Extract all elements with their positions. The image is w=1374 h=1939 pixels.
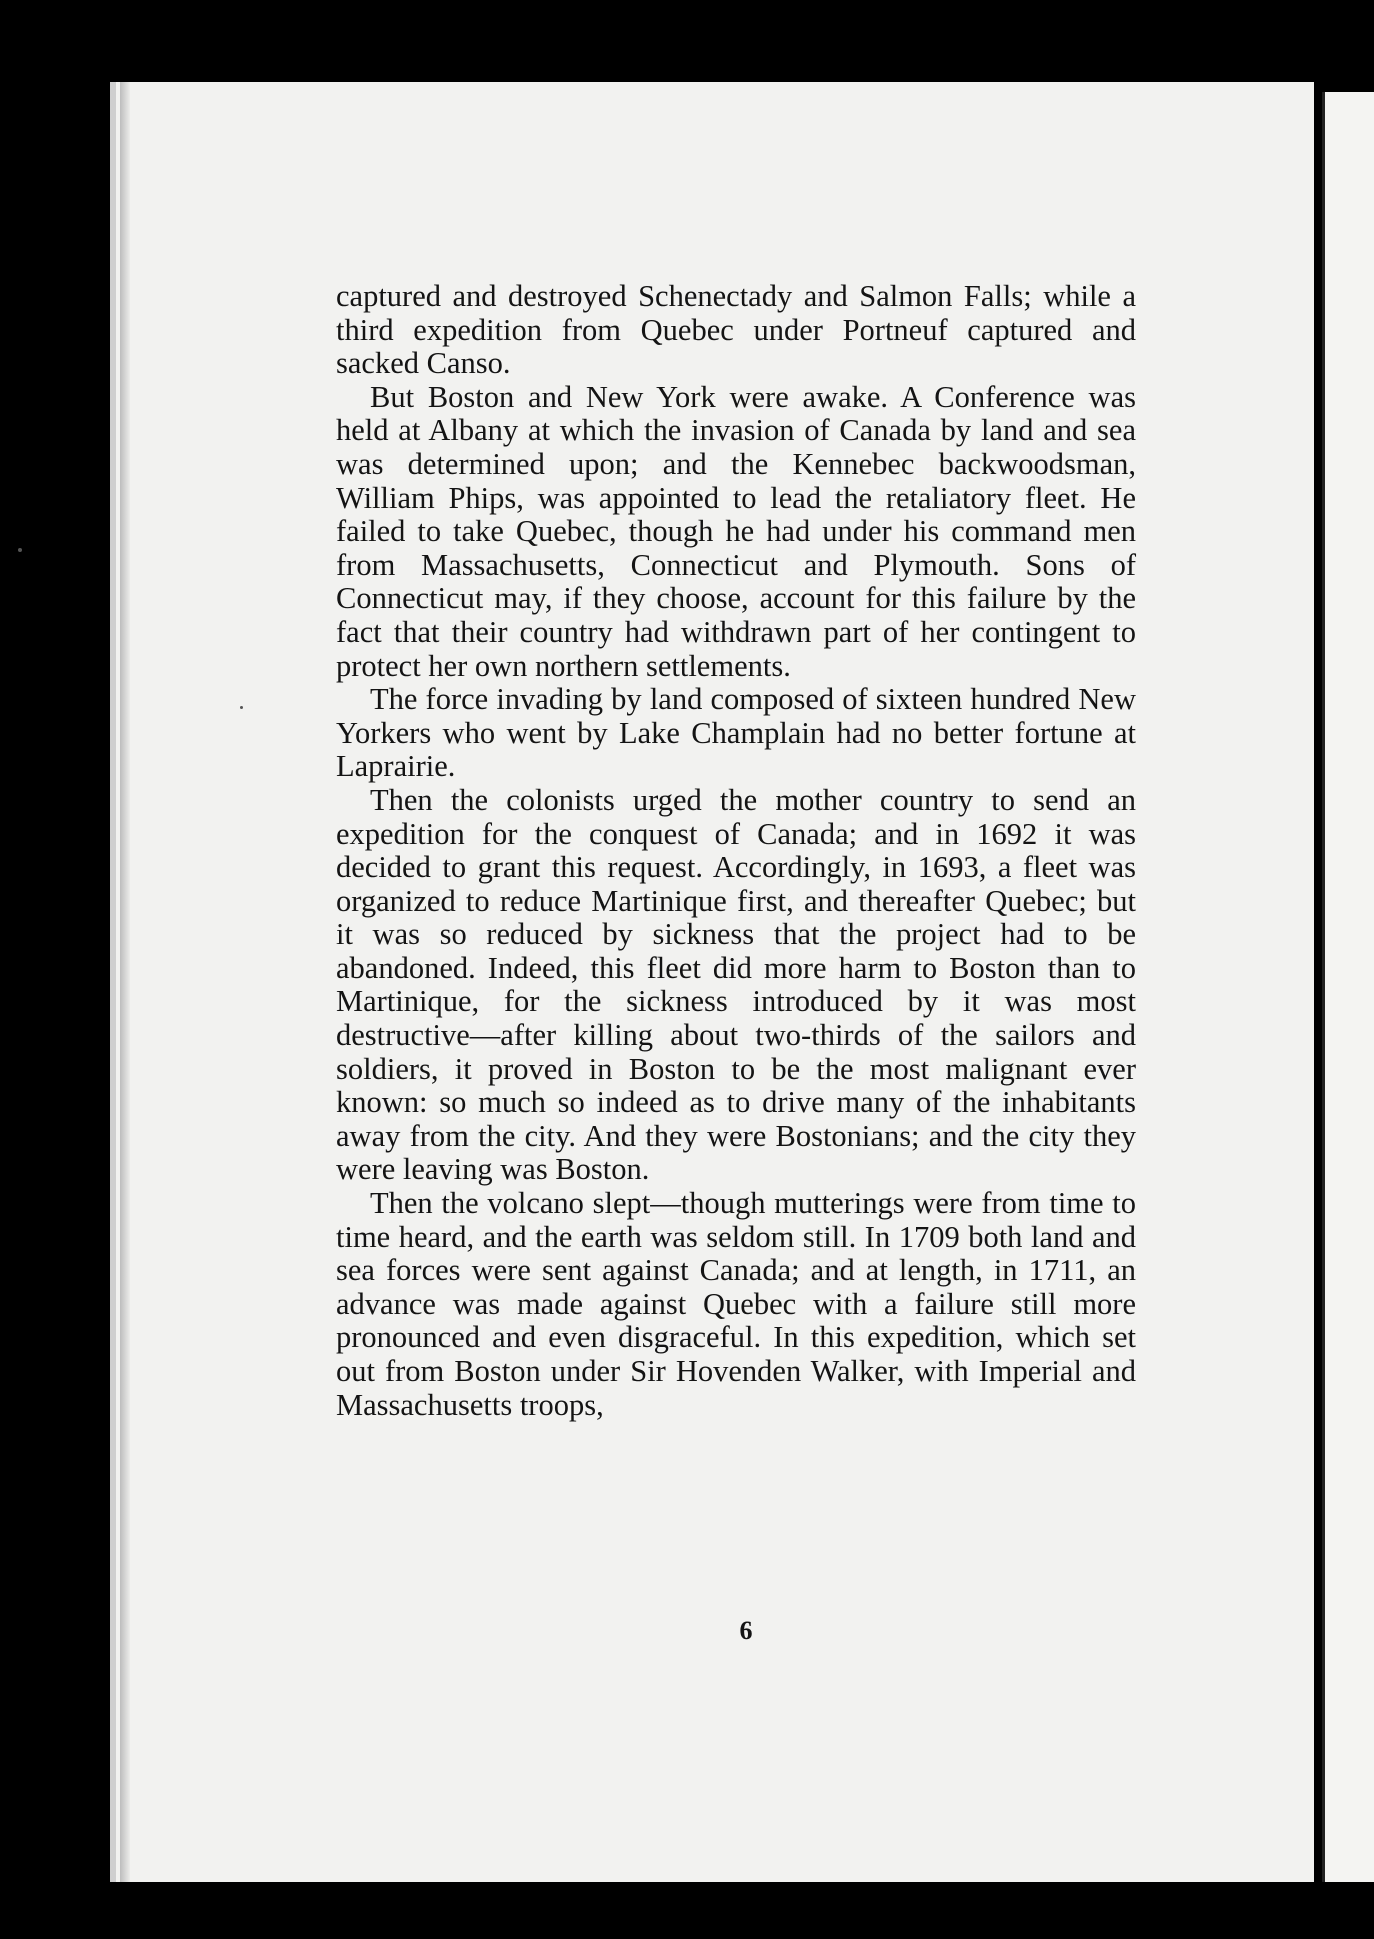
page-gutter-shadow: [120, 82, 130, 1882]
body-text: [336, 280, 1136, 1422]
page-number: 6: [739, 1616, 753, 1645]
paragraph: The force invading by land composed of sixteen hundred New Yorkers who went by Lake Champlain had no better fortune at Laprairie.: [336, 682, 1136, 784]
paragraph: captured and destroyed Schenectady and Salmon Falls; while a third expedition from Quebec under Portneuf captured and sacked Canso.: [336, 279, 1136, 381]
paragraph: Then the volcano slept—though mutterings were from time to time heard, and the earth was seldom still. In 1709 both land and sea forces were sent against Canada; and at length, in 1711, an advance was made against Quebec with a failure still more pronounced and even disgraceful. In this expedition, which set out from Boston under Sir Hovenden Walker, with Imperial and Massachusetts troops,: [336, 1186, 1136, 1422]
scan-speck: [240, 706, 243, 709]
scan-speck: [18, 548, 22, 552]
facing-page-edge: [1322, 92, 1374, 1882]
paragraph: Then the colonists urged the mother country to send an expedition for the conquest of Canada; and in 1692 it was decided to grant this request. Accordingly, in 1693, a fleet was organized to reduce Martinique first, and thereafter Quebec; but it was so reduced by sickness that the project had to be abandoned. Indeed, this fleet did more harm to Boston than to Martinique, for the sickness introduced by it was most destructive—after killing about two-thirds of the sailors and soldiers, it proved in Boston to be the most malignant ever known: so much so indeed as to drive many of the inhabitants away from the city. And they were Bostonians; and the city they were leaving was Boston.: [336, 782, 1136, 1187]
paragraph: But Boston and New York were awake. A Conference was held at Albany at which the invasion of Canada by land and sea was determined upon; and the Kennebec backwoodsman, William Phips, was appointed to lead the retaliatory fleet. He failed to take Quebec, though he had under his command men from Massachusetts, Connecticut and Plymouth. Sons of Connecticut may, if they choose, account for this failure by the fact that their country had withdrawn part of her contingent to protect her own northern settlements.: [336, 379, 1136, 683]
